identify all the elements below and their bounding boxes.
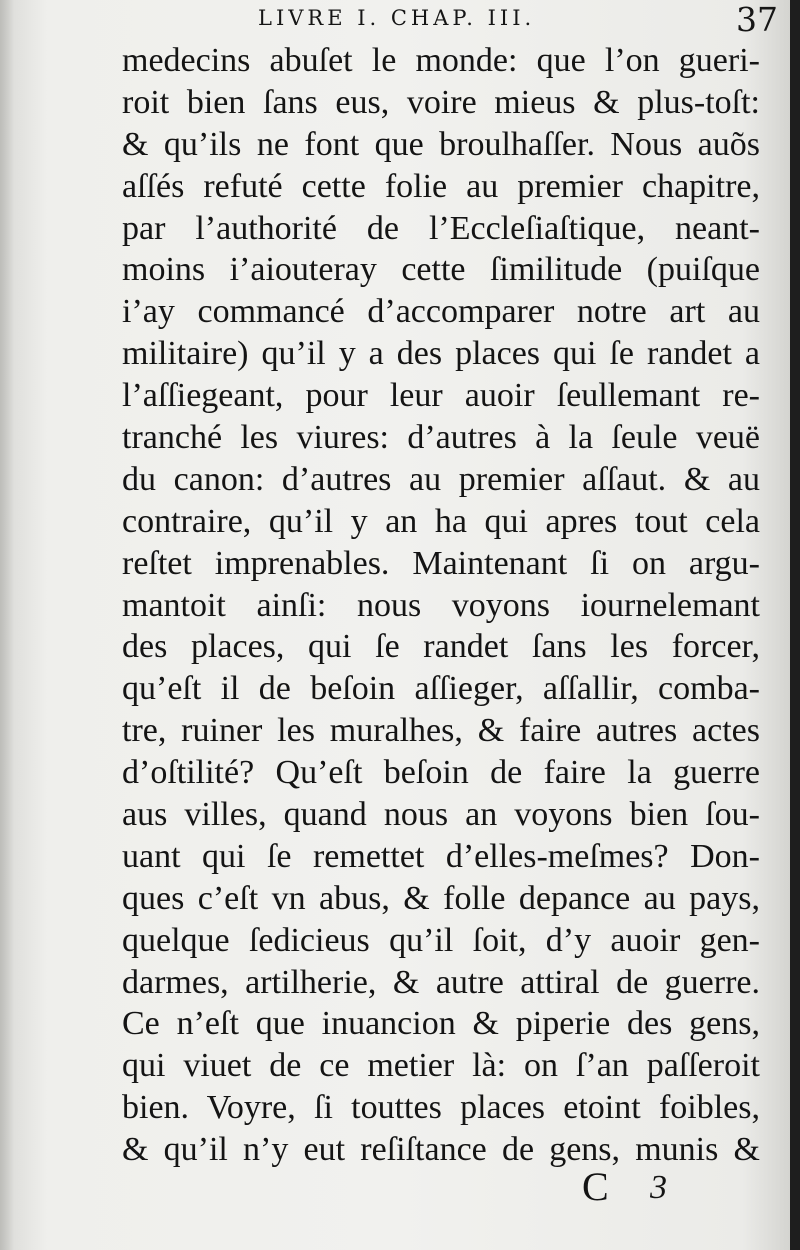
body-text (122, 40, 760, 1171)
text-line: aus villes, quand nous an voyons bien ſou- (122, 796, 760, 834)
text-line: bien. Voyre, ſi touttes places etoint foibles, (122, 1089, 760, 1127)
signature-number: 3 (650, 1169, 667, 1206)
text-line: qui viuet de ce metier là: on ſ’an paſſeroit (122, 1047, 760, 1085)
text-line: par l’authorité de l’Eccleſiaſtique, neant- (122, 209, 760, 247)
text-line: aſſés refuté cette folie au premier chapitre, (122, 167, 760, 205)
page-number: 37 (736, 0, 778, 39)
text-line: medecins abuſet le monde: que l’on gueri- (122, 42, 760, 79)
text-line: tranché les viures: d’autres à la ſeule veuë (122, 419, 760, 457)
page-edge-shadow (790, 0, 800, 1250)
text-line: mantoit ainſi: nous voyons iournelemant (122, 586, 760, 624)
text-line: i’ay commancé d’accomparer notre art au (122, 293, 760, 331)
text-line: contraire, qu’il y an ha qui apres tout cela (122, 502, 760, 540)
gutter-shadow (0, 0, 14, 1250)
signature-mark (582, 1163, 702, 1213)
text-line: du canon: d’autres au premier aſſaut. & au (122, 460, 760, 498)
signature-letter: C (582, 1164, 609, 1209)
text-line: uant qui ſe remettet d’elles-meſmes? Don- (122, 837, 760, 875)
text-line: darmes, artilherie, & autre attiral de guerre. (122, 963, 760, 1001)
text-line: des places, qui ſe randet ſans les forcer, (122, 628, 760, 666)
text-line: & qu’ils ne font que broulhaſſer. Nous auõs (122, 125, 760, 163)
text-line: militaire) qu’il y a des places qui ſe randet a (122, 335, 760, 373)
text-line: reſtet imprenables. Maintenant ſi on argu- (122, 544, 760, 582)
text-line: Ce n’eſt que inuancion & piperie des gens, (122, 1005, 760, 1043)
text-line: d’oſtilité? Qu’eſt beſoin de faire la guerre (122, 754, 760, 792)
text-line: qu’eſt il de beſoin aſſieger, aſſallir, comba- (122, 670, 760, 708)
running-title: LIVRE I. CHAP. III. (258, 6, 536, 30)
text-line: roit bien ſans eus, voire mieus & plus-toſt: (122, 83, 760, 121)
text-line: ques c’eſt vn abus, & folle depance au pays, (122, 879, 760, 917)
text-line: quelque ſedicieus qu’il ſoit, d’y auoir gen- (122, 921, 760, 959)
text-line: moins i’aiouteray cette ſimilitude (puiſque (122, 251, 760, 289)
text-line: & qu’il n’y eut reſiſtance de gens, munis & (122, 1131, 760, 1169)
text-line: l’aſſiegeant, pour leur auoir ſeullemant re- (122, 377, 760, 415)
text-line: tre, ruiner les muralhes, & faire autres actes (122, 712, 760, 750)
page-header (258, 2, 778, 38)
